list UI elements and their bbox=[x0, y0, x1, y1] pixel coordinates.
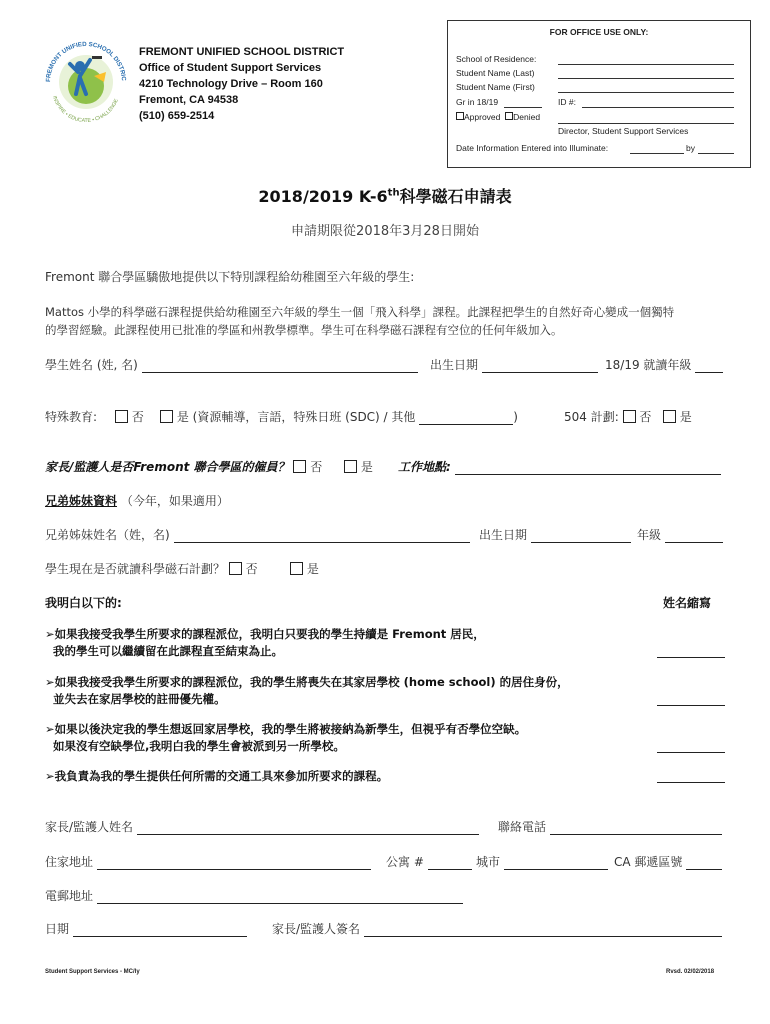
understand-item-3-line-1: ➢如果以後決定我的學生想返回家居學校，我的學生將被接納為新學生，但視乎有否學位空缺。 bbox=[45, 722, 527, 736]
sped-no-checkbox[interactable] bbox=[115, 410, 128, 423]
initials-field-4[interactable] bbox=[657, 770, 725, 783]
initials-heading: 姓名縮寫 bbox=[663, 596, 712, 610]
plan504-label: 504 計劃: bbox=[564, 410, 619, 424]
city-field[interactable] bbox=[504, 857, 608, 870]
student-last-field[interactable] bbox=[558, 69, 734, 79]
plan504-no-checkbox[interactable] bbox=[623, 410, 636, 423]
parent-name-label: 家長/監護人姓名 bbox=[45, 820, 134, 834]
understand-item-4-line-1: ➢我負責為我的學生提供任何所需的交通工具來參加所要求的課程。 bbox=[45, 769, 389, 783]
contact-phone-label: 聯絡電話 bbox=[498, 820, 547, 834]
understand-item-1-line-1: ➢如果我接受我學生所要求的課程派位，我明白只要我的學生持續是 Fremont 居民， bbox=[45, 627, 485, 641]
district-header bbox=[139, 44, 344, 124]
student-name-label: 學生姓名 (姓, 名) bbox=[45, 358, 138, 372]
attending-yes-checkbox[interactable] bbox=[290, 562, 303, 575]
id-field[interactable] bbox=[582, 98, 734, 108]
footer-revision: Rvsd. 02/02/2018 bbox=[666, 969, 715, 975]
entered-label: Date Information Entered into Illuminate: bbox=[456, 143, 609, 153]
plan504-yes-label: 是 bbox=[679, 410, 692, 424]
grade-1819-label: 18/19 就讀年級 bbox=[605, 358, 692, 372]
plan504-no-label: 否 bbox=[639, 410, 652, 424]
understand-heading: 我明白以下的: bbox=[45, 596, 122, 610]
form-title-name: 科學磁石申請表 bbox=[399, 187, 512, 206]
sibling-name-field[interactable] bbox=[174, 530, 470, 543]
attending-question: 學生現在是否就讀科學磁石計劃？ bbox=[45, 562, 226, 576]
svg-text:INSPIRE • EDUCATE • CHALLENGE: INSPIRE • EDUCATE • CHALLENGE bbox=[51, 95, 120, 125]
employee-yes-label: 是 bbox=[360, 460, 373, 474]
form-title-year: 2018/2019 K-6 bbox=[258, 187, 388, 206]
sped-other-field[interactable] bbox=[419, 412, 513, 425]
school-residence-field[interactable] bbox=[558, 55, 734, 65]
grade-label: Gr in 18/19 bbox=[456, 97, 499, 107]
student-last-label: Student Name (Last) bbox=[456, 68, 535, 78]
grade-1819-field[interactable] bbox=[695, 360, 723, 373]
director-label: Director, Student Support Services bbox=[558, 126, 689, 136]
zip-label: CA 郵遞區號 bbox=[614, 855, 683, 869]
by-label: by bbox=[686, 143, 695, 153]
sped-close-paren: ) bbox=[513, 410, 518, 424]
understand-item-2-line-2: 並失去在家居學校的註冊優先權。 bbox=[45, 692, 226, 706]
form-subtitle: 申請期限從2018年3月28日開始 bbox=[291, 224, 479, 239]
student-first-field[interactable] bbox=[558, 83, 734, 93]
plan504-yes-checkbox[interactable] bbox=[663, 410, 676, 423]
grade-field[interactable] bbox=[504, 98, 542, 108]
district-name: FREMONT UNIFIED SCHOOL DISTRICT bbox=[139, 46, 345, 58]
office-name: Office of Student Support Services bbox=[139, 62, 322, 74]
sibling-grade-label: 年級 bbox=[637, 528, 662, 542]
zip-field[interactable] bbox=[686, 857, 722, 870]
approved-label: Approved bbox=[464, 112, 501, 122]
district-phone: (510) 659-2514 bbox=[139, 110, 215, 122]
entered-date-field[interactable] bbox=[630, 144, 684, 154]
director-signature-field[interactable] bbox=[558, 114, 734, 124]
understand-item-1-line-2: 我的學生可以繼續留在此課程直至結束為止。 bbox=[45, 644, 284, 658]
sibling-dob-label: 出生日期 bbox=[479, 528, 528, 542]
entered-by-field[interactable] bbox=[698, 144, 734, 154]
attending-no-label: 否 bbox=[245, 562, 258, 576]
sibling-note: （今年，如果適用） bbox=[120, 494, 229, 508]
initials-field-3[interactable] bbox=[657, 740, 725, 753]
email-field[interactable] bbox=[97, 891, 463, 904]
district-city: Fremont, CA 94538 bbox=[139, 94, 239, 106]
employee-no-label: 否 bbox=[310, 460, 323, 474]
id-label: ID #: bbox=[558, 97, 576, 107]
contact-phone-field[interactable] bbox=[550, 822, 722, 835]
parent-signature-field[interactable] bbox=[364, 924, 722, 937]
parent-name-field[interactable] bbox=[137, 822, 479, 835]
sped-yes-checkbox[interactable] bbox=[160, 410, 173, 423]
office-use-title: FOR OFFICE USE ONLY: bbox=[549, 27, 649, 37]
initials-field-2[interactable] bbox=[657, 693, 725, 706]
student-first-label: Student Name (First) bbox=[456, 82, 535, 92]
svg-text:FREMONT UNIFIED SCHOOL DISTRIC: FREMONT UNIFIED SCHOOL DISTRIC bbox=[44, 40, 128, 83]
school-residence-label: School of Residence: bbox=[456, 54, 537, 64]
understand-item-2-line-1: ➢如果我接受我學生所要求的課程派位，我的學生將喪失在其家居學校 (home school) 的居住身份， bbox=[45, 675, 569, 689]
workplace-label: 工作地點: bbox=[398, 460, 451, 474]
form-title bbox=[0, 184, 770, 207]
sped-label: 特殊教育: bbox=[45, 410, 98, 424]
office-use-box bbox=[447, 20, 751, 168]
home-address-label: 住家地址 bbox=[45, 855, 94, 869]
dob-field[interactable] bbox=[482, 360, 598, 373]
email-label: 電郵地址 bbox=[45, 889, 94, 903]
student-name-field[interactable] bbox=[142, 360, 418, 373]
employee-yes-checkbox[interactable] bbox=[344, 460, 357, 473]
district-logo bbox=[40, 36, 132, 128]
sped-no-label: 否 bbox=[131, 410, 144, 424]
dob-label: 出生日期 bbox=[430, 358, 479, 372]
workplace-field[interactable] bbox=[455, 462, 721, 475]
sibling-title: 兄弟姊妹資料 bbox=[45, 494, 118, 508]
denied-label: Denied bbox=[513, 112, 541, 122]
intro-paragraph-2a: Mattos 小學的科學磁石課程提供給幼稚園至六年級的學生一個「飛入科學」課程。此課程把學生的自然好奇心變成一個獨特 bbox=[45, 305, 675, 319]
sibling-name-label: 兄弟姊妹姓名（姓，名) bbox=[45, 528, 170, 542]
intro-paragraph-2b: 的學習經驗。此課程使用已批准的學區和州教學標準。學生可在科學磁石課程有空位的任何年級加入。 bbox=[45, 323, 563, 337]
attending-yes-label: 是 bbox=[306, 562, 319, 576]
date-label: 日期 bbox=[45, 922, 70, 936]
attending-no-checkbox[interactable] bbox=[229, 562, 242, 575]
employee-question: 家長/監護人是否Fremont 聯合學區的僱員？ bbox=[45, 460, 290, 474]
district-address: 4210 Technology Drive – Room 160 bbox=[139, 78, 323, 90]
apt-field[interactable] bbox=[428, 857, 472, 870]
denied-checkbox[interactable] bbox=[505, 112, 513, 120]
apt-label: 公寓 # bbox=[386, 855, 424, 869]
parent-signature-label: 家長/監護人簽名 bbox=[272, 922, 361, 936]
form-title-sup: th bbox=[387, 187, 400, 199]
sibling-dob-field[interactable] bbox=[531, 530, 631, 543]
intro-paragraph-1: Fremont 聯合學區驕傲地提供以下特別課程給幼稚園至六年級的學生: bbox=[45, 270, 415, 284]
employee-no-checkbox[interactable] bbox=[293, 460, 306, 473]
home-address-field[interactable] bbox=[97, 857, 371, 870]
footer-left: Student Support Services - MC/ly bbox=[45, 969, 140, 975]
understand-item-3-line-2: 如果沒有空缺學位,我明白我的學生會被派到另一所學校。 bbox=[45, 739, 345, 753]
city-label: 城市 bbox=[476, 855, 501, 869]
date-field[interactable] bbox=[73, 924, 247, 937]
sibling-grade-field[interactable] bbox=[665, 530, 723, 543]
sped-yes-label: 是 (資源輔導，言語，特殊日班 (SDC) / 其他 bbox=[176, 410, 416, 424]
initials-field-1[interactable] bbox=[657, 645, 725, 658]
approved-checkbox[interactable] bbox=[456, 112, 464, 120]
